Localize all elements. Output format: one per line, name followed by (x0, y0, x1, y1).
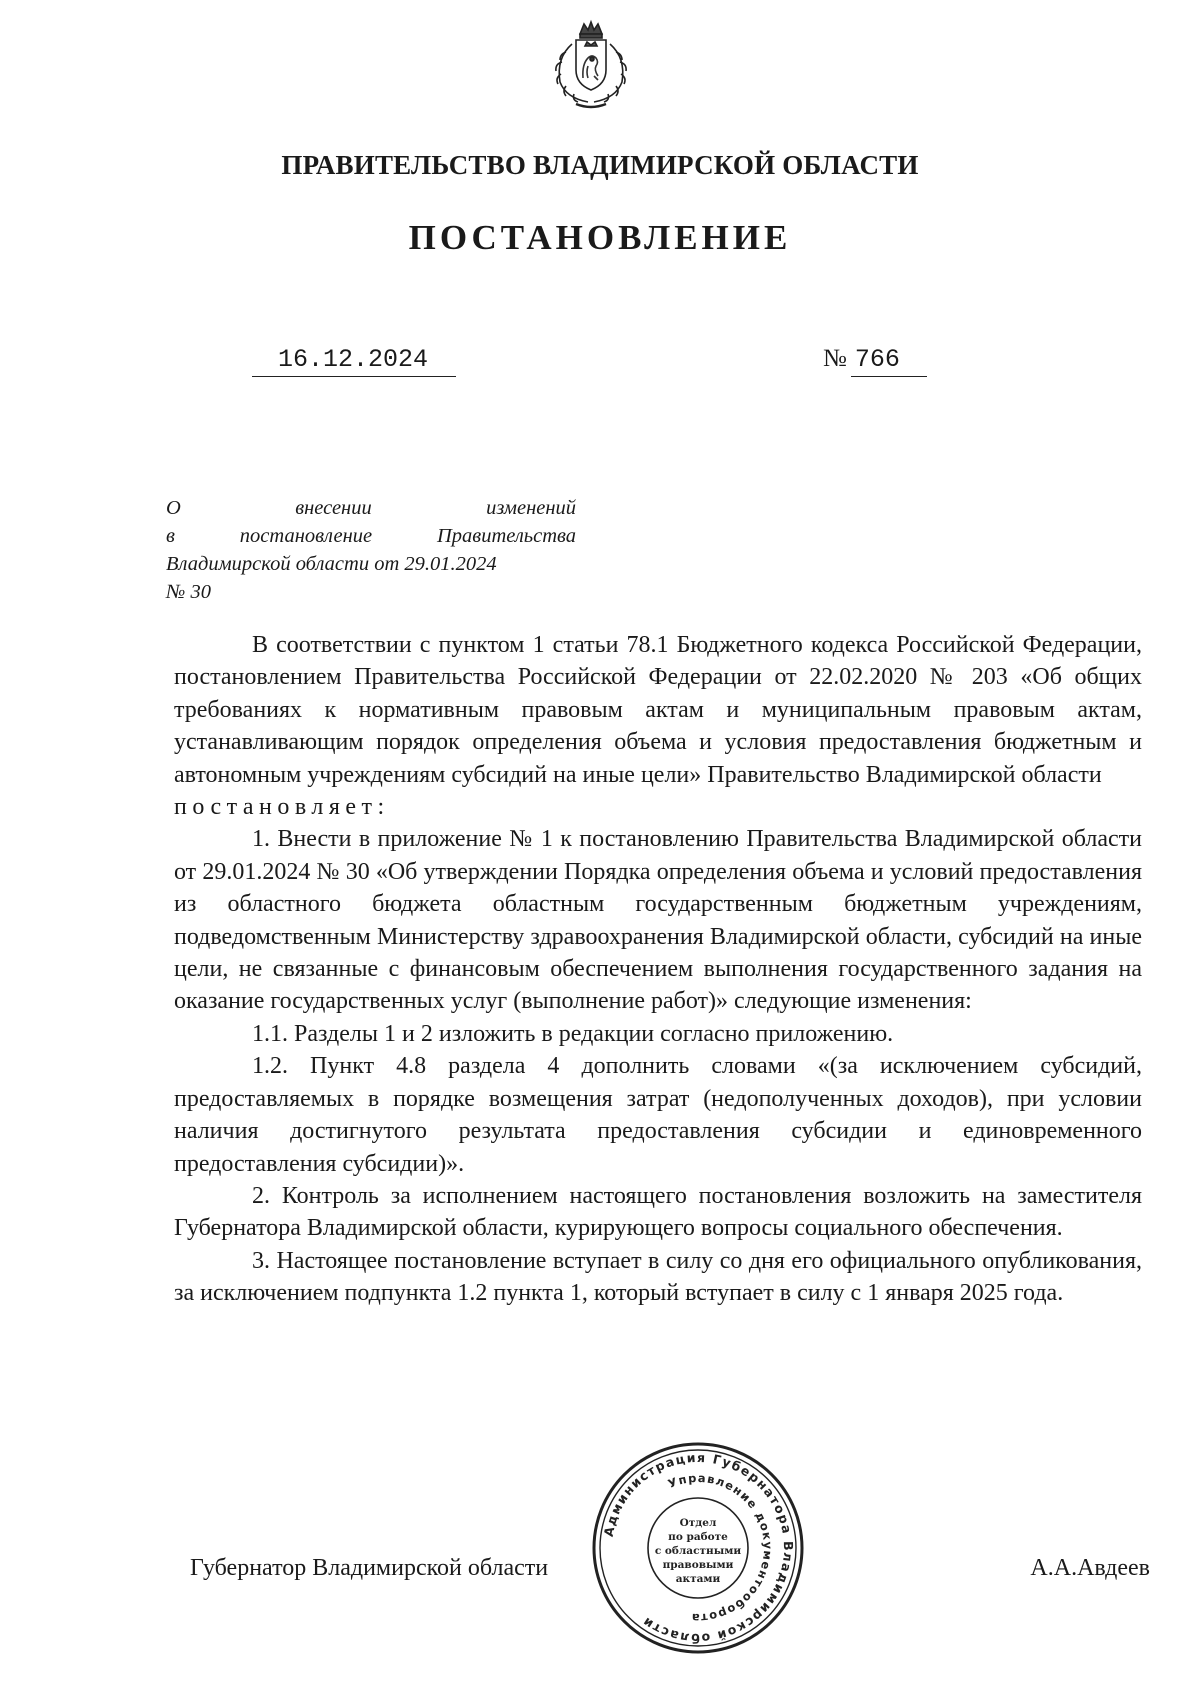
subject-line-2 (166, 522, 576, 550)
signatory-title: Губернатор Владимирской области (190, 1555, 549, 1581)
subject-word: изменений (486, 497, 577, 519)
subject-word: О (166, 497, 181, 519)
subject-line-4: № 30 (166, 581, 211, 603)
seal-center-line: актами (675, 1573, 721, 1585)
decree-line (174, 791, 1142, 823)
item-1-2: 1.2. Пункт 4.8 раздела 4 дополнить словами «(за исключением субсидий, предоставляемых в порядке возмещения затрат (недополученных доходов), при условии наличия достигнутого результата предоставления субсидии и единовременного предоставления субсидии)». (174, 1053, 1142, 1177)
subject-line-1 (166, 494, 576, 522)
document-subject (166, 494, 576, 606)
number-sign: № (823, 345, 847, 372)
document-date: 16.12.2024 (278, 345, 429, 374)
subject-word: Правительства (436, 525, 577, 547)
item-1-1: 1.1. Разделы 1 и 2 изложить в редакции согласно приложению. (252, 1020, 894, 1047)
seal-center-line: с областными (654, 1545, 742, 1557)
document-body (174, 629, 1142, 1310)
item-3: 3. Настоящее постановление вступает в силу со дня его официального опубликования, за исключением подпункта 1.2 пункта 1, который вступает в силу с 1 января 2025 года. (174, 1247, 1142, 1307)
coat-of-arms-icon (536, 18, 646, 114)
organization-name: ПРАВИТЕЛЬСТВО ВЛАДИМИРСКОЙ ОБЛАСТИ (281, 150, 919, 180)
item-1: 1. Внести в приложение № 1 к постановлению Правительства Владимирской области от 29.01.2024 № 30 «Об утверждении Порядка определения объема и условий предоставления из областного бюджета областным государственным бюджетным учреждениям, подведомственным Министерству здравоохранения Владимирской области, субсидий на иные цели, не связанные с финансовым обеспечением выполнения государственного задания на оказание государственных услуг (выполнение работ)» следующие изменения: (174, 826, 1142, 1015)
subject-line-3: Владимирской области от 29.01.2024 (166, 553, 497, 575)
document-date-field (252, 345, 456, 377)
subject-word: в (166, 525, 175, 547)
signatory-name: А.А.Авдеев (1030, 1555, 1150, 1581)
document-type: ПОСТАНОВЛЕНИЕ (408, 218, 792, 257)
preamble-paragraph: В соответствии с пунктом 1 статьи 78.1 Бюджетного кодекса Российской Федерации, постановлением Правительства Российской Федерации от 22.02.2020 № 203 «Об общих требованиях к нормативным правовым актам и муниципальным правовым актам, устанавливающим порядок определения объема и условия предоставления бюджетным и автономным учреждениям субсидий на иные цели» Правительство Владимирской области (174, 632, 1142, 788)
seal-center-line: Отдел (679, 1517, 717, 1529)
subject-word: внесении (295, 497, 372, 519)
document-number: 766 (851, 345, 927, 377)
seal-inner-text: Управление документооборота (665, 1470, 776, 1626)
item-2: 2. Контроль за исполнением настоящего постановления возложить на заместителя Губернатора Владимирской области, курирующего вопросы социального обеспечения. (174, 1182, 1142, 1242)
subject-word: постановление (239, 525, 373, 547)
decree-word: постановляет: (174, 794, 390, 821)
seal-center-line: по работе (668, 1531, 728, 1543)
document-number-field (823, 345, 927, 377)
seal-outer-text: Администрация Губернатора Владимирской области (600, 1449, 797, 1647)
seal-center-line: правовыми (662, 1559, 734, 1571)
round-stamp-icon (588, 1438, 808, 1658)
